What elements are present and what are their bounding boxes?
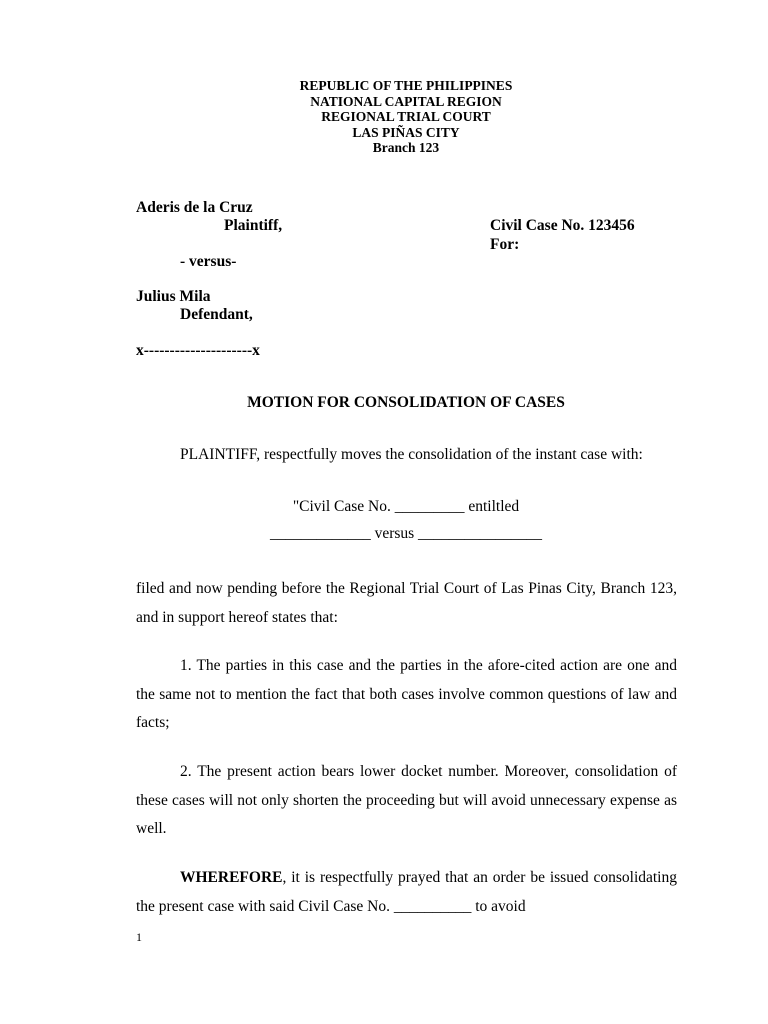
case-for: For: xyxy=(490,236,520,253)
versus-blank-line: _____________ versus ________________ xyxy=(269,525,543,542)
plaintiff-role: Plaintiff, xyxy=(224,217,283,234)
court-header-line: NATIONAL CAPITAL REGION xyxy=(310,93,502,109)
court-header-line: REGIONAL TRIAL COURT xyxy=(321,109,491,124)
court-header-line: REPUBLIC OF THE PHILIPPINES xyxy=(299,78,513,93)
caption-separator: x---------------------x xyxy=(136,342,260,359)
court-header xyxy=(0,78,768,156)
paragraph-text: 1. The parties in this case and the parties in the afore-cited action are one and the same not to mention the fact that both cases involve common questions of law and facts; xyxy=(136,657,677,731)
case-reference-line: "Civil Case No. _________ entiltled xyxy=(292,498,520,515)
court-header-line: Branch 123 xyxy=(372,140,440,155)
paragraph-text: 2. The present action bears lower docket number. Moreover, consolidation of these cases will not only shorten the proceeding but will avoid unnecessary expense as well. xyxy=(136,763,677,837)
prayer-lead: WHEREFORE xyxy=(180,869,283,886)
numbered-paragraph-2 xyxy=(136,758,677,844)
motion-title: MOTION FOR CONSOLIDATION OF CASES xyxy=(247,394,565,411)
page-number: 1 xyxy=(136,930,142,944)
plaintiff-name: Aderis de la Cruz xyxy=(136,199,253,216)
prayer-paragraph xyxy=(136,864,677,921)
versus-label: - versus- xyxy=(180,253,237,270)
pending-paragraph: filed and now pending before the Regional Trial Court of Las Pinas City, Branch 123, and in support hereof states that: xyxy=(136,580,677,626)
court-header-line: LAS PIÑAS CITY xyxy=(352,124,460,140)
case-number: Civil Case No. 123456 xyxy=(490,217,635,234)
defendant-role: Defendant, xyxy=(180,306,253,323)
prayer-text: , it is respectfully prayed that an order be issued consolidating the present case with said Civil Case No. __________ to avoid xyxy=(136,869,677,915)
intro-text: PLAINTIFF, respectfully moves the consolidation of the instant case with: xyxy=(180,446,643,463)
intro-paragraph xyxy=(136,441,677,470)
defendant-name: Julius Mila xyxy=(136,288,211,305)
numbered-paragraph-1 xyxy=(136,652,677,738)
